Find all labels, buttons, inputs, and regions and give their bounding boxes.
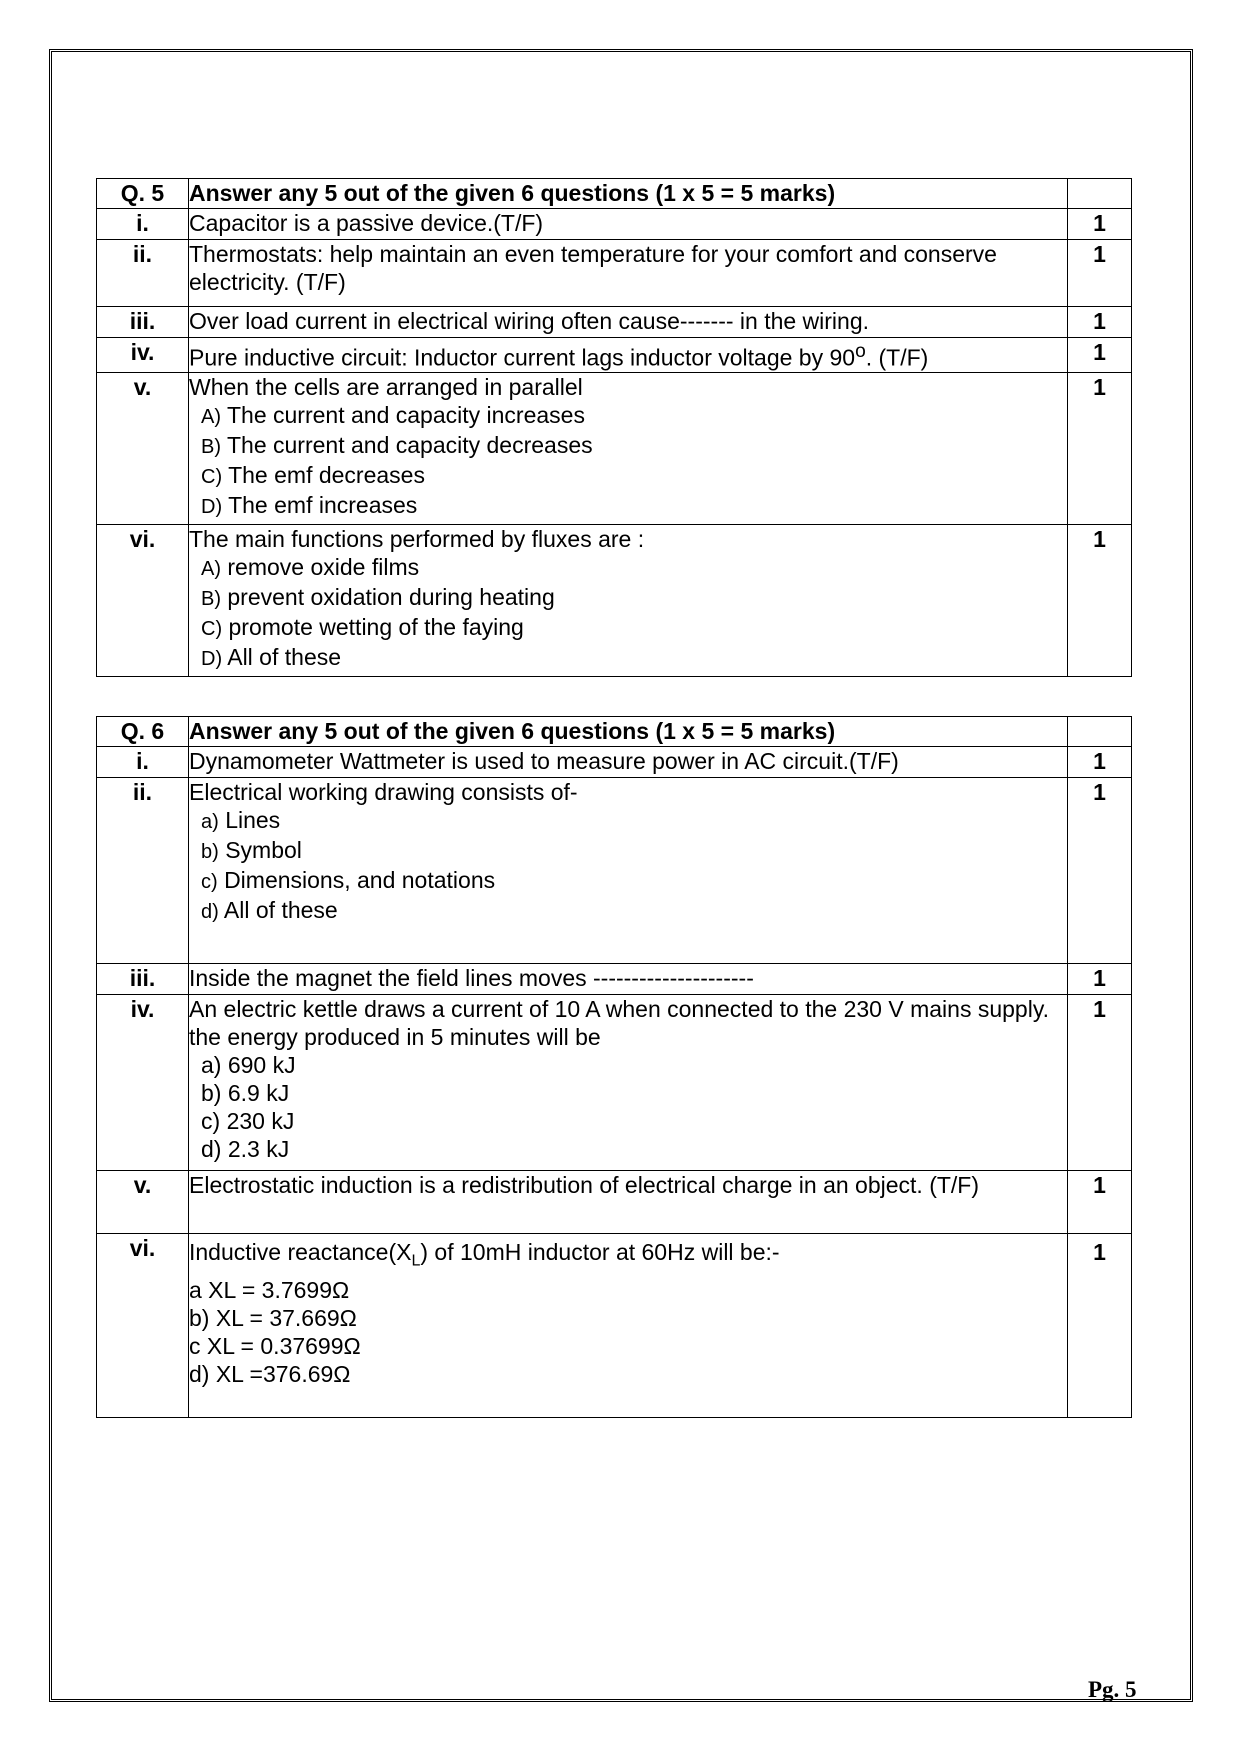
item-text-main: Pure inductive circuit: Inductor current lags inductor voltage by 90 <box>189 344 856 371</box>
question-5-table <box>96 178 1132 677</box>
item-text: Capacitor is a passive device.(T/F) <box>189 209 1068 240</box>
item-mark: 1 <box>1068 778 1132 964</box>
item-text: Thermostats: help maintain an even temperature for your comfort and conserve electricity. (T/F) <box>189 240 1068 307</box>
item-number: i. <box>97 747 189 778</box>
item-text-main: Inductive reactance(X <box>189 1239 412 1265</box>
option-label: c) <box>201 871 218 893</box>
marks-cell <box>1068 179 1132 209</box>
question-number: Q. 6 <box>97 717 189 747</box>
option-label: a) <box>201 1052 222 1078</box>
item-mark: 1 <box>1068 209 1132 240</box>
item-number: iv. <box>97 995 189 1171</box>
option-text: The emf increases <box>228 491 418 518</box>
option-d <box>189 1135 1067 1163</box>
option-label: B) <box>201 587 221 610</box>
item-text <box>189 338 1068 373</box>
page-number: Pg. 5 <box>1088 1677 1137 1702</box>
item-mark: 1 <box>1068 338 1132 373</box>
option-text: 2.3 kJ <box>227 1136 290 1162</box>
option-text: All of these <box>227 643 342 670</box>
item-number: v. <box>97 1171 189 1234</box>
option-text: prevent oxidation during heating <box>227 583 555 610</box>
item-body <box>189 372 1068 524</box>
table-row <box>97 747 1132 778</box>
option-text: Symbol <box>225 837 302 863</box>
item-number: ii. <box>97 778 189 964</box>
option-a <box>189 806 1067 836</box>
item-number: iii. <box>97 307 189 338</box>
item-body <box>189 1234 1068 1418</box>
item-number: vi. <box>97 524 189 676</box>
item-number: i. <box>97 209 189 240</box>
item-text: Over load current in electrical wiring often cause------- in the wiring. <box>189 307 1068 338</box>
table-row <box>97 1234 1132 1418</box>
table-row <box>97 995 1132 1171</box>
question-header: Answer any 5 out of the given 6 questions (1 x 5 = 5 marks) <box>189 717 1068 747</box>
option-b <box>189 836 1067 866</box>
option-c <box>189 461 1067 491</box>
option-text: 230 kJ <box>226 1108 295 1134</box>
item-text-tail: ) of 10mH inductor at 60Hz will be:- <box>420 1239 780 1265</box>
table-row <box>97 717 1132 747</box>
option-label: A) <box>201 557 221 580</box>
option-label: A) <box>201 405 221 428</box>
option-text: The current and capacity decreases <box>226 431 593 458</box>
item-mark: 1 <box>1068 307 1132 338</box>
answer-line-d: d) XL =376.69Ω <box>189 1360 351 1387</box>
option-b <box>189 431 1067 461</box>
item-mark: 1 <box>1068 995 1132 1171</box>
option-label: C) <box>201 465 223 488</box>
option-a <box>189 1051 1067 1079</box>
table-row <box>97 209 1132 240</box>
item-mark: 1 <box>1068 1171 1132 1234</box>
answer-line-a: a XL = 3.7699Ω <box>189 1276 350 1303</box>
item-text: An electric kettle draws a current of 10 A when connected to the 230 V mains supply. the energy produced in 5 minutes will be <box>189 996 1050 1050</box>
option-label: b) <box>201 841 219 863</box>
table-row <box>97 1171 1132 1234</box>
option-d <box>189 896 1067 926</box>
option-c <box>189 1107 1067 1135</box>
item-mark: 1 <box>1068 1234 1132 1418</box>
item-mark: 1 <box>1068 964 1132 995</box>
table-row <box>97 307 1132 338</box>
option-text: All of these <box>223 897 338 923</box>
option-text: The current and capacity increases <box>226 401 585 428</box>
option-b <box>189 583 1067 613</box>
table-row <box>97 240 1132 307</box>
option-a <box>189 401 1067 431</box>
table-row <box>97 778 1132 964</box>
option-d <box>189 491 1067 521</box>
item-mark: 1 <box>1068 747 1132 778</box>
question-header: Answer any 5 out of the given 6 questions (1 x 5 = 5 marks) <box>189 179 1068 209</box>
item-mark: 1 <box>1068 240 1132 307</box>
option-text: Dimensions, and notations <box>224 867 496 893</box>
answer-line-c: c XL = 0.37699Ω <box>189 1332 361 1359</box>
option-text: 690 kJ <box>227 1052 296 1078</box>
item-number: v. <box>97 372 189 524</box>
item-body <box>189 524 1068 676</box>
option-b <box>189 1079 1067 1107</box>
option-text: promote wetting of the faying <box>228 613 524 640</box>
option-d <box>189 643 1067 673</box>
item-number: ii. <box>97 240 189 307</box>
item-text <box>189 1238 1067 1276</box>
table-row <box>97 964 1132 995</box>
option-label: D) <box>201 495 223 518</box>
item-text: When the cells are arranged in parallel <box>189 373 583 400</box>
option-c <box>189 866 1067 896</box>
item-text: Electrical working drawing consists of- <box>189 779 578 805</box>
subscript-l: L <box>411 1252 421 1270</box>
item-number: iii. <box>97 964 189 995</box>
option-a <box>189 553 1067 583</box>
item-number: vi. <box>97 1234 189 1418</box>
item-body <box>189 995 1068 1171</box>
degree-superscript: o <box>855 341 866 362</box>
item-number: iv. <box>97 338 189 373</box>
item-text: The main functions performed by fluxes are : <box>189 525 645 552</box>
table-row <box>97 524 1132 676</box>
option-label: c) <box>201 1108 221 1134</box>
option-text: 6.9 kJ <box>227 1080 290 1106</box>
option-label: C) <box>201 617 223 640</box>
item-text: Inside the magnet the field lines moves --------------------- <box>189 964 1068 995</box>
question-6-table <box>96 716 1132 1418</box>
item-text-tail: . (T/F) <box>865 344 929 371</box>
option-c <box>189 613 1067 643</box>
item-text: Dynamometer Wattmeter is used to measure power in AC circuit.(T/F) <box>189 747 1068 778</box>
option-label: d) <box>201 901 219 923</box>
item-mark: 1 <box>1068 524 1132 676</box>
table-row <box>97 372 1132 524</box>
option-text: Lines <box>225 807 281 833</box>
option-label: D) <box>201 647 223 670</box>
option-label: B) <box>201 435 221 458</box>
item-mark: 1 <box>1068 372 1132 524</box>
item-body <box>189 778 1068 964</box>
table-row <box>97 179 1132 209</box>
table-row <box>97 338 1132 373</box>
option-label: a) <box>201 811 219 833</box>
marks-cell <box>1068 717 1132 747</box>
option-label: d) <box>201 1136 222 1162</box>
option-text: remove oxide films <box>227 553 420 580</box>
item-text: Electrostatic induction is a redistribution of electrical charge in an object. (T/F) <box>189 1171 1068 1234</box>
question-number: Q. 5 <box>97 179 189 209</box>
option-label: b) <box>201 1080 222 1106</box>
answer-line-b: b) XL = 37.669Ω <box>189 1304 357 1331</box>
option-text: The emf decreases <box>228 461 425 488</box>
